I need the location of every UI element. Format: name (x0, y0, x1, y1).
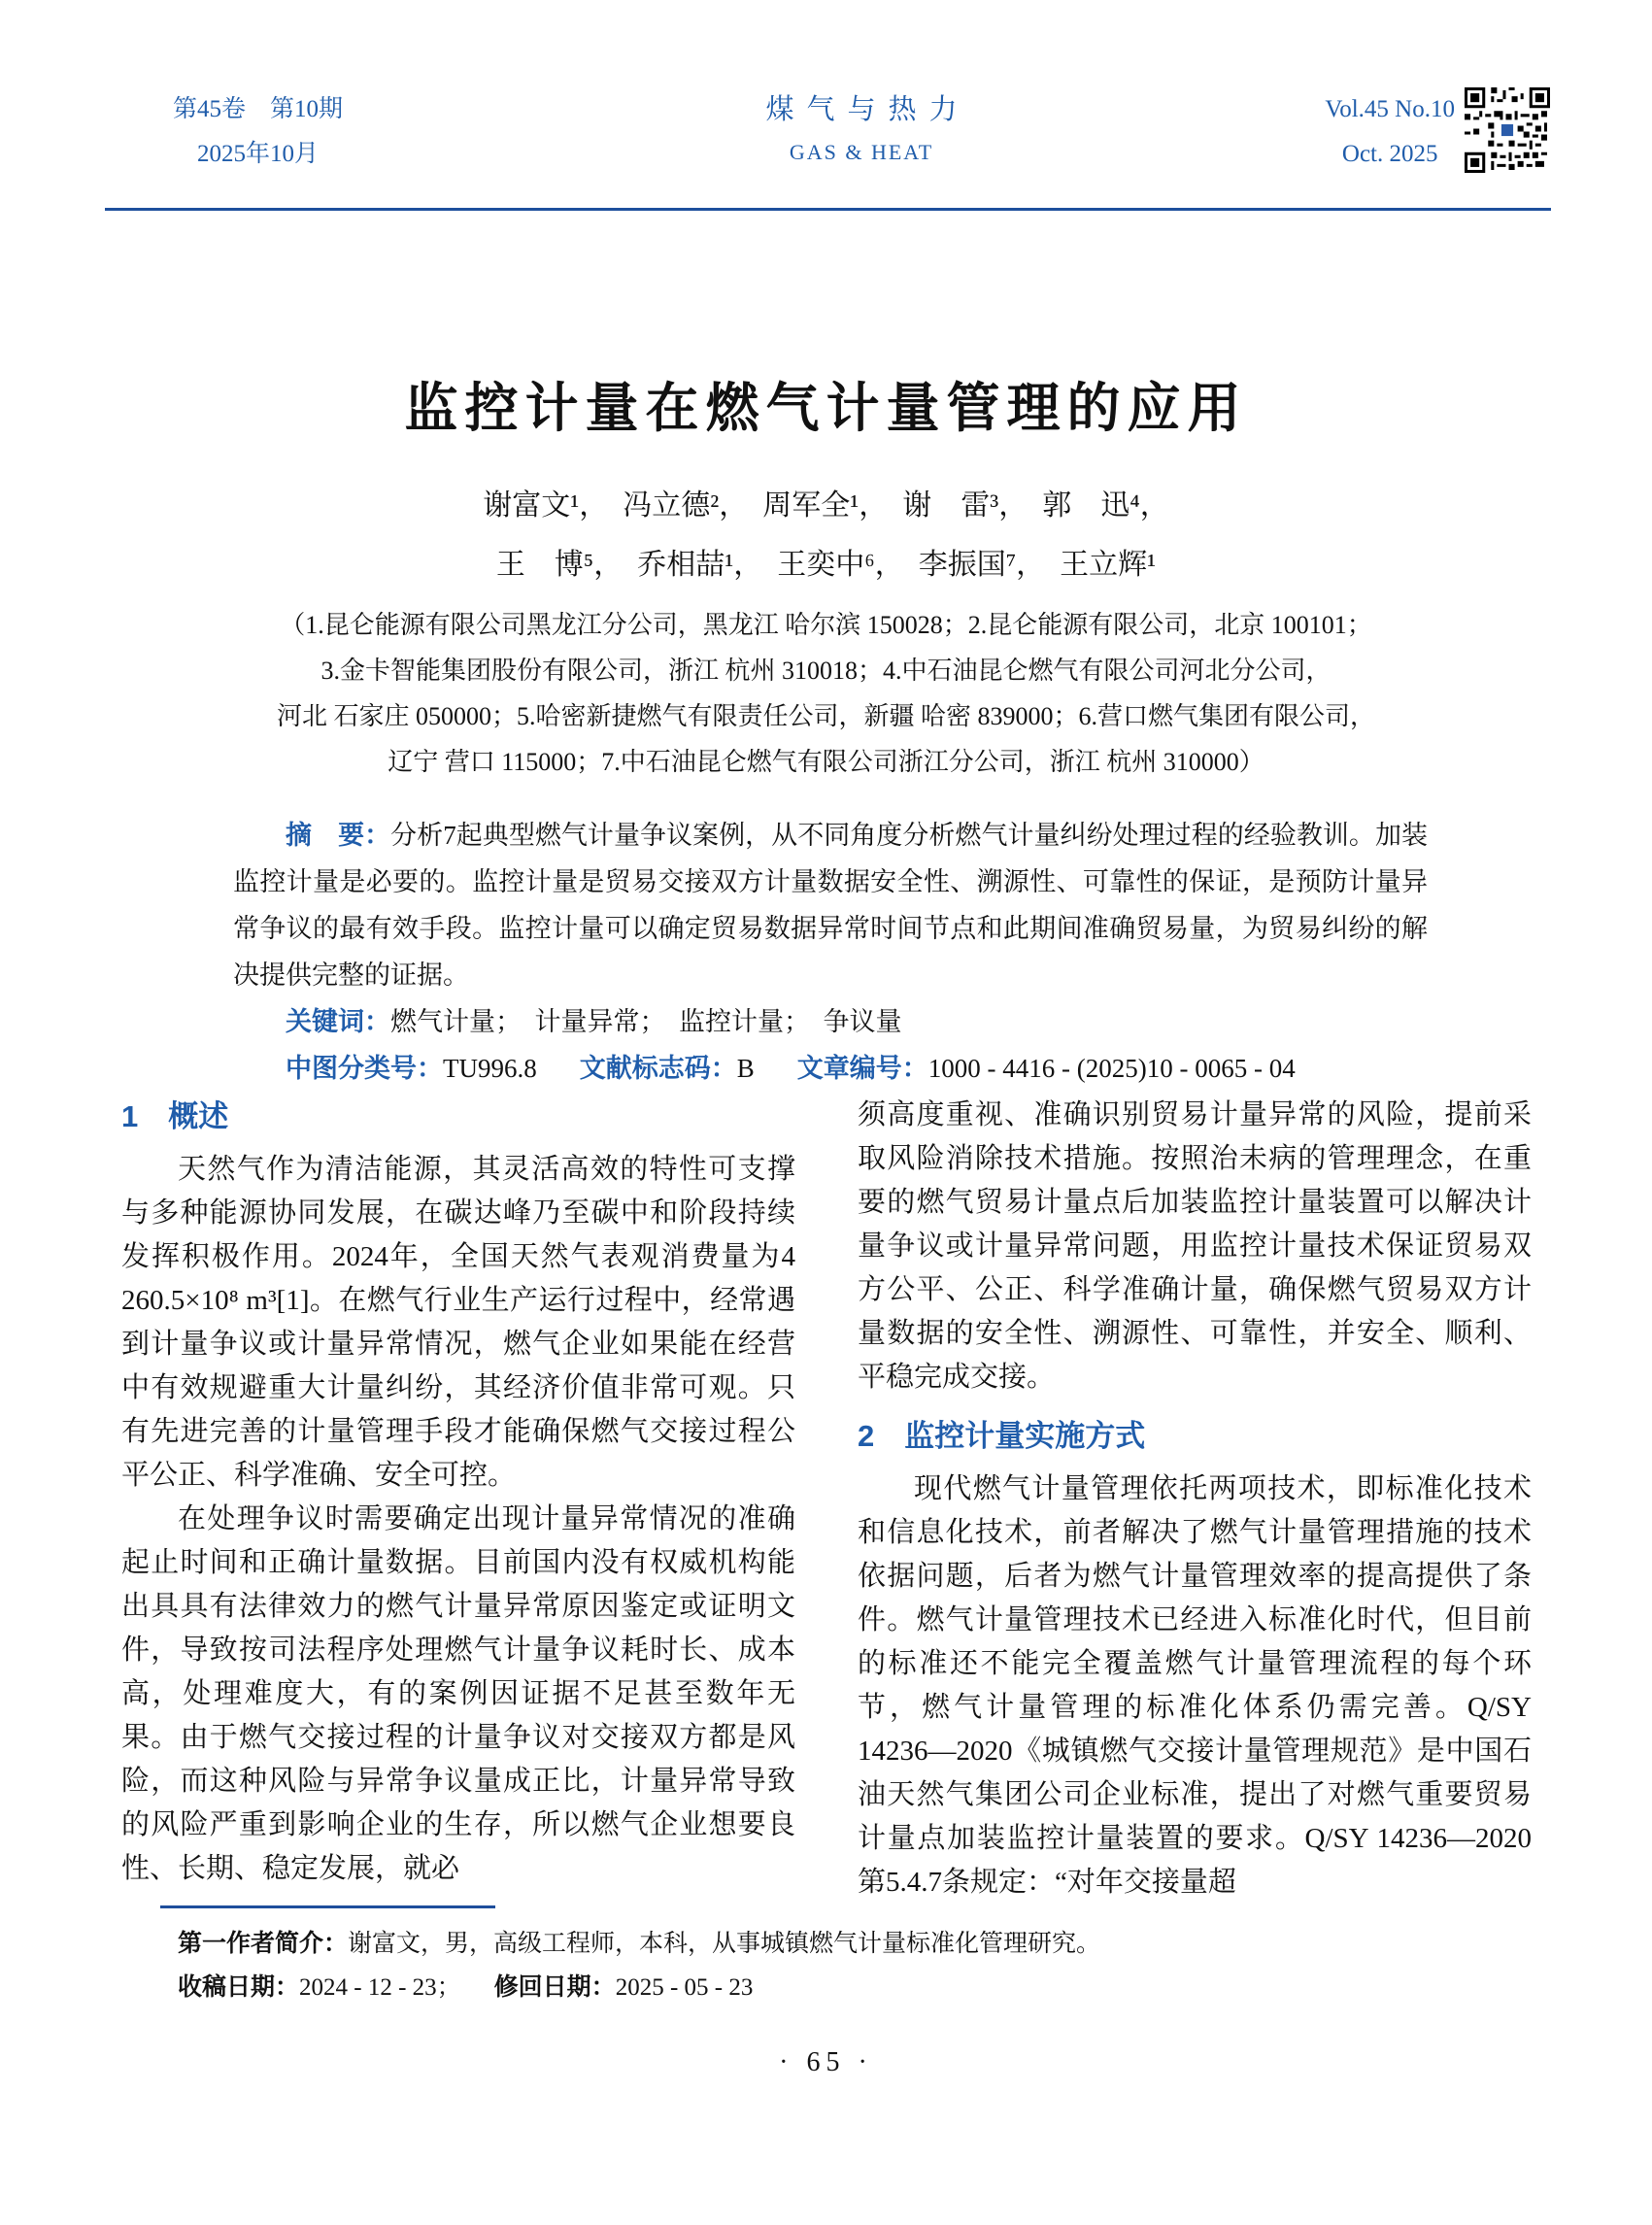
affiliations (0, 602, 1652, 785)
author-list (0, 476, 1652, 594)
keywords-line (233, 998, 1428, 1045)
keywords-text: 燃气计量； 计量异常； 监控计量； 争议量 (390, 1007, 902, 1036)
section-1-paragraph-1: 天然气作为清洁能源，其灵活高效的特性可支撑与多种能源协同发展，在碳达峰乃至碳中和阶段持续发挥积极作用。2024年，全国天然气表观消费量为4 260.5×10⁸ m³[1]。在燃气行业生产运行过程中，经常遇到计量争议或计量异常情况，燃气企业如果能在经营中有效规避重大计量纠纷，其经济价值非常可观。只有先进完善的计量管理手段才能确保燃气交接过程公平公正、科学准确、安全可控。 (121, 1154, 795, 1491)
header-divider (105, 208, 1551, 211)
doc-code-label: 文献标志码： (579, 1054, 737, 1083)
affiliation-line: 河北 石家庄 050000；5.哈密新捷燃气有限责任公司，新疆 哈密 839000；6.营口燃气集团有限公司， (276, 702, 1375, 730)
section-1-paragraph-2-continued: 须高度重视、准确识别贸易计量异常的风险，提前采取风险消除技术措施。按照治未病的管理理念，在重要的燃气贸易计量点后加装监控计量装置可以解决计量争议或计量异常问题，用监控计量技术保证贸易双方公平、公正、科学准确计量，确保燃气贸易双方计量数据的安全性、溯源性、可靠性，并安全、顺利、平稳完成交接。 (858, 1099, 1532, 1393)
keywords-label: 关键词： (286, 1007, 390, 1036)
right-column (858, 1094, 1532, 1905)
left-column (121, 1094, 795, 1905)
article-id-label: 文章编号： (796, 1054, 928, 1083)
clc-label: 中图分类号： (286, 1054, 443, 1083)
first-author-bio-line (121, 1922, 1532, 1966)
section-2-paragraph-1: 现代燃气计量管理依托两项技术，即标准化技术和信息化技术，前者解决了燃气计量管理措施的技术依据问题，后者为燃气计量管理效率的提高提供了条件。燃气计量管理技术已经进入标准化时代，但目前的标准还不能完全覆盖燃气计量管理流程的每个环节，燃气计量管理的标准化体系仍需完善。Q/SY 14236—2020《城镇燃气交接计量管理规范》是中国石油天然气集团公司企业标准，提出了对燃气重要贸易计量点加装监控计量装置的要求。Q/SY 14236—2020第5.4.7条规定：“对年交接量超 (858, 1473, 1532, 1898)
affiliation-line: 辽宁 营口 115000；7.中石油昆仑燃气有限公司浙江分公司，浙江 杭州 310000） (388, 748, 1264, 776)
journal-title-cn: 煤气与热力 (765, 94, 970, 125)
header-issue-cn (173, 87, 343, 177)
clc-value: TU996.8 (443, 1054, 537, 1083)
article-id-value: 1000 - 4416 - (2025)10 - 0065 - 04 (927, 1054, 1296, 1083)
volume-issue-en: Vol.45 No.10 (1325, 96, 1455, 122)
bio-label: 第一作者简介： (178, 1930, 349, 1957)
footnote-block (121, 1905, 1532, 2009)
section-1-paragraph-2: 在处理争议时需要确定出现计量异常情况的准确起止时间和正确计量数据。目前国内没有权威机构能出具具有法律效力的燃气计量异常原因鉴定或证明文件，导致按司法程序处理燃气计量争议耗时长、成本高，处理难度大，有的案例因证据不足甚至数年无果。由于燃气交接过程的计量争议对交接双方都是风险，而这种风险与异常争议量成正比，计量异常导致的风险严重到影响企业的生存，所以燃气企业想要良性、长期、稳定发展，就必 (121, 1503, 795, 1884)
body-columns (121, 1094, 1532, 1905)
section-1-heading: 1 概述 (121, 1099, 229, 1133)
page-number: · 65 · (779, 2047, 873, 2077)
journal-title-block (753, 87, 969, 173)
date-cn: 2025年10月 (197, 141, 320, 167)
abstract-block (233, 812, 1428, 1092)
affiliation-line: （1.昆仑能源有限公司黑龙江分公司，黑龙江 哈尔滨 150028；2.昆仑能源有限公司，北京 100101； (280, 611, 1372, 639)
section-2-heading: 2 监控计量实施方式 (858, 1419, 1146, 1453)
date-en: Oct. 2025 (1341, 141, 1438, 167)
abstract-label: 摘 要： (286, 821, 391, 850)
dates-line (121, 1966, 1532, 2009)
page-header (173, 87, 1550, 181)
article-title: 监控计量在燃气计量管理的应用 (404, 379, 1248, 438)
doc-code-value: B (736, 1054, 755, 1083)
journal-title-en: GAS & HEAT (789, 140, 934, 164)
classification-line (233, 1045, 1428, 1092)
footnote-divider (160, 1905, 495, 1908)
revised-date: 2025 - 05 - 23 (615, 1974, 754, 2001)
authors-line-1: 谢富文¹， 冯立德²， 周军全¹， 谢 雷³， 郭 迅⁴， (483, 489, 1169, 522)
received-label: 收稿日期： (178, 1973, 300, 2001)
received-date: 2024 - 12 - 23； (299, 1974, 461, 2001)
affiliation-line: 3.金卡智能集团股份有限公司，浙江 杭州 310018；4.中石油昆仑燃气有限公司河北分公司， (320, 657, 1332, 685)
bio-text: 谢富文，男，高级工程师，本科，从事城镇燃气计量标准化管理研究。 (348, 1931, 1101, 1957)
volume-issue-cn: 第45卷 第10期 (173, 96, 344, 122)
abstract-text: 分析7起典型燃气计量争议案例，从不同角度分析燃气计量纠纷处理过程的经验教训。加装监控计量是必要的。监控计量是贸易交接双方计量数据安全性、溯源性、可靠性的保证，是预防计量异常争议的最有效手段。监控计量可以确定贸易数据异常时间节点和此期间准确贸易量，为贸易纠纷的解决提供完整的证据。 (233, 821, 1428, 990)
header-issue-en (1325, 87, 1550, 177)
authors-line-2: 王 博⁵， 乔相喆¹， 王奕中⁶， 李振国⁷， 王立辉¹ (495, 549, 1157, 581)
qr-code-icon (1465, 87, 1550, 173)
abstract-paragraph (233, 812, 1428, 998)
revised-label: 修回日期： (493, 1973, 616, 2001)
